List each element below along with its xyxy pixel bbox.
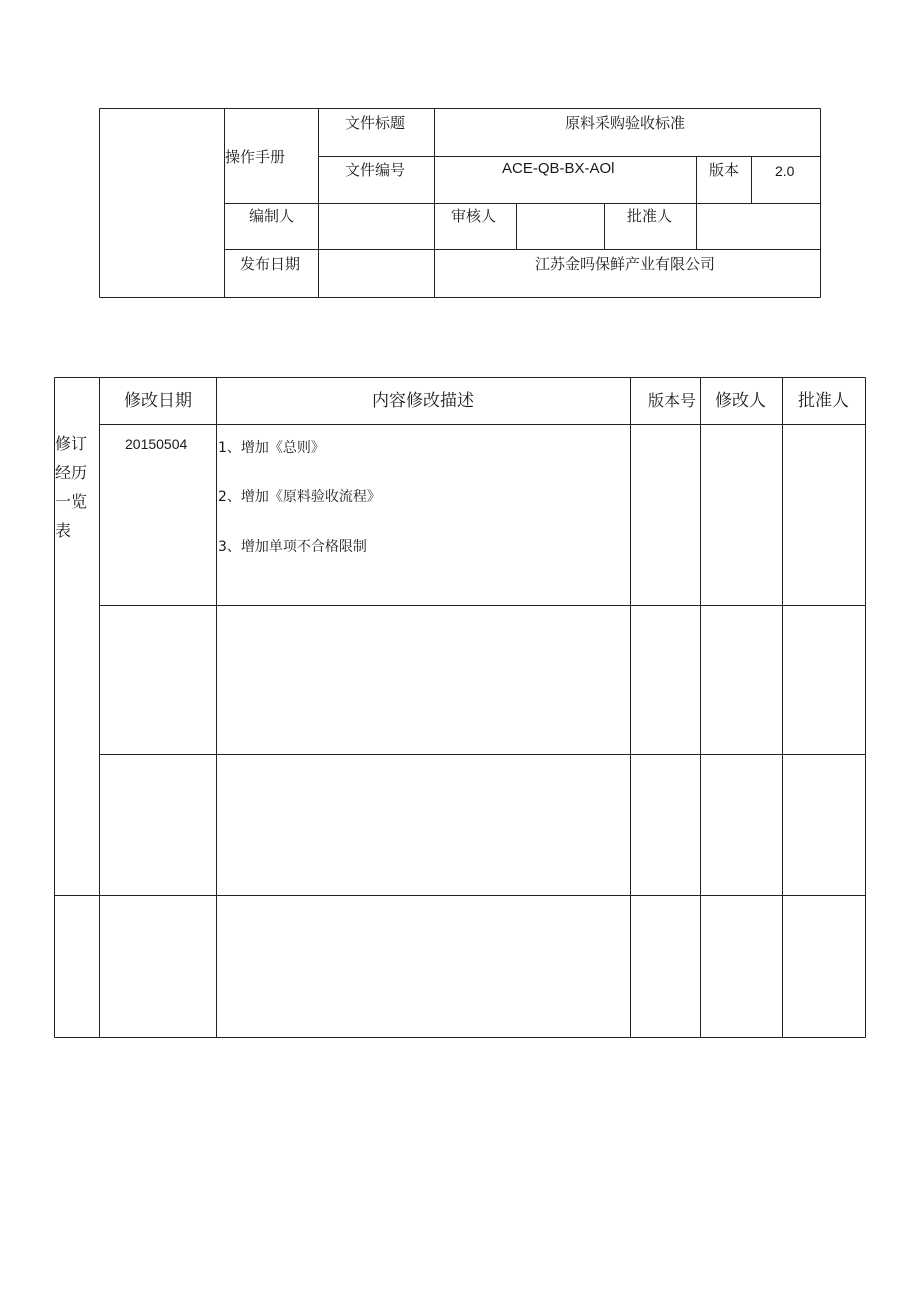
row-1-item: 3、增加单项不合格限制 (218, 539, 367, 555)
side-label-line: 修订 (55, 434, 88, 453)
row-1-item: 1、增加《总则》 (218, 440, 325, 456)
header-date: 修改日期 (124, 391, 192, 411)
number-label: 文件编号 (345, 161, 406, 179)
version-label: 版本 (709, 161, 740, 179)
version-value: 2.0 (775, 163, 795, 179)
header-description: 内容修改描述 (372, 391, 474, 411)
reviewer-label: 审核人 (451, 207, 497, 225)
revision-table-grid (55, 378, 866, 1038)
author-label: 编制人 (249, 207, 295, 225)
header-version: 版本号 (648, 391, 697, 410)
side-label-line: 表 (55, 521, 72, 540)
header-modifier: 修改人 (715, 391, 766, 411)
number-value: ACE-QB-BX-AOl (502, 160, 615, 177)
side-label-line: 经历 (55, 463, 88, 482)
title-label: 文件标题 (345, 114, 406, 132)
row-1-date: 20150504 (125, 436, 188, 452)
row-1-item: 2、增加《原料验收流程》 (218, 489, 381, 505)
approver-label: 批准人 (627, 207, 673, 225)
company-name: 江苏金吗保鲜产业有限公司 (535, 255, 716, 273)
header-approver: 批准人 (798, 391, 849, 411)
publish-date-label: 发布日期 (240, 255, 301, 273)
side-label-line: 一览 (55, 492, 88, 511)
revision-side-label (55, 429, 87, 545)
title-value: 原料采购验收标准 (565, 114, 686, 132)
manual-label: 操作手册 (225, 148, 286, 166)
